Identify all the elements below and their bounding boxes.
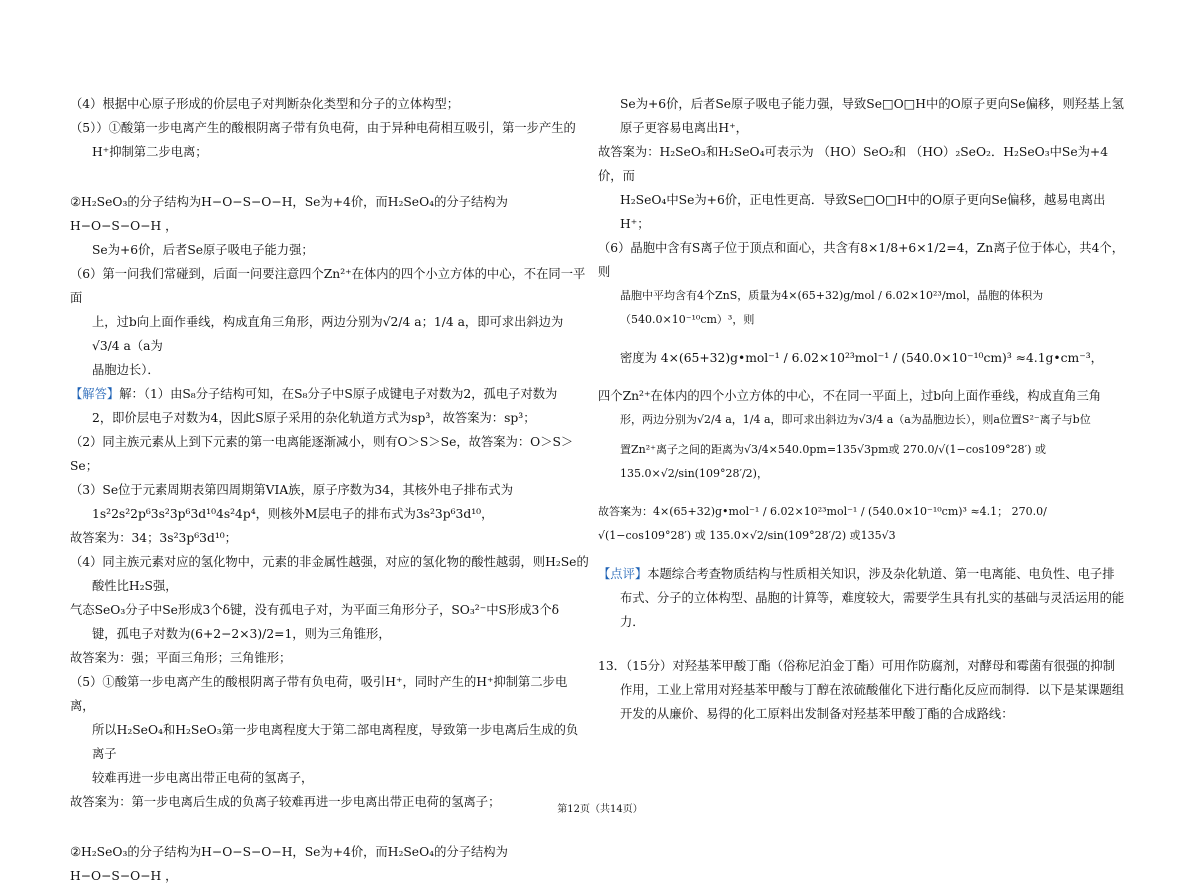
text-line: H₂SeO₄中Se为+6价，正电性更高．导致Se□O□H中的O原子更向Se偏移，越易电离出 [620, 193, 1106, 207]
right-column [598, 92, 1128, 726]
text-line: H⁺； [620, 217, 650, 231]
text-line: 布式、分子的立体构型、晶胞的计算等，难度较大，需要学生具有扎实的基础与灵活运用的能 [620, 591, 1125, 605]
text-line: （5））①酸第一步电离产生的酸根阴离子带有负电荷，由于异种电荷相互吸引，第一步产生的 [70, 121, 576, 135]
text-line: H⁺抑制第二步电离； [92, 145, 208, 159]
text-line: 解：（1）由S₈分子结构可知，在S₈分子中S原子成键电子对数为2，孤电子对数为 [119, 387, 558, 401]
text-line: 力． [620, 615, 645, 629]
text-line: 形，两边分别为√2/4 a，1/4 a，即可求出斜边为√3/4 a（a为晶胞边长），则a位置S²⁻离子与b位 [620, 413, 1091, 426]
text-line: 故答案为：第一步电离后生成的负离子较难再进一步电离出带正电荷的氢离子； [70, 795, 501, 809]
text-line: 故答案为：4×(65+32)g•mol⁻¹ / 6.02×10²³mol⁻¹ / (540.0×10⁻¹⁰cm)³ ≈4.1； 270.0/√(1−cos109°28′) 或 135.0×√2/sin(109°28′/2) 或135√3 [598, 505, 1047, 542]
answer-tag: 【解答】 [70, 387, 120, 401]
text-line: （3）Se位于元素周期表第四周期第VIA族，原子序数为34，其核外电子排布式为 [70, 483, 513, 497]
text-line: 2，即价层电子对数为4，因此S原子采用的杂化轨道方式为sp³，故答案为：sp³； [92, 411, 536, 425]
text-line: 上，过b向上面作垂线，构成直角三角形，两边分别为√2/4 a；1/4 a，即可求出斜边为√3/4 a（a为 [92, 315, 564, 353]
text-line: 故答案为：强；平面三角形；三角锥形； [70, 651, 292, 665]
text-line: 晶胞中平均含有4个ZnS，质量为4×(65+32)g/mol / 6.02×10²³/mol，晶胞的体积为（540.0×10⁻¹⁰cm）³，则 [620, 289, 1044, 326]
text-line: （2）同主族元素从上到下元素的第一电离能逐渐减小，则有O＞S＞Se，故答案为：O＞S＞Se； [70, 435, 574, 473]
text-line: ②H₂SeO₃的分子结构为H−O−S−O−H，Se为+4价，而H₂SeO₄的分子结构为 H−O−S−O−H ， [70, 845, 508, 883]
text-line: 酸性比H₂S强， [92, 579, 178, 593]
text-line: 较难再进一步电离出带正电荷的氢离子， [92, 771, 314, 785]
text-line: 故答案为：H₂SeO₃和H₂SeO₄可表示为 （HO）SeO₂和 （HO）₂SeO₂．H₂SeO₃中Se为+4价，而 [598, 145, 1109, 183]
text-line: （4）根据中心原子形成的价层电子对判断杂化类型和分子的立体构型； [70, 97, 460, 111]
text-line: 置Zn²⁺离子之间的距离为√3/4×540.0pm=135√3pm或 270.0/√(1−cos109°28′) 或 135.0×√2/sin(109°28′/2)， [620, 443, 1046, 480]
text-line: 故答案为：34；3s²3p⁶3d¹⁰； [70, 531, 237, 545]
text-line: 键，孤电子对数为(6+2−2×3)/2=1，则为三角锥形， [92, 627, 391, 641]
text-line: （4）同主族元素对应的氢化物中，元素的非金属性越强，对应的氢化物的酸性越弱，则H₂Se的 [70, 555, 589, 569]
text-line: 四个Zn²⁺在体内的四个小立方体的中心，不在同一平面上，过b向上面作垂线，构成直角三角 [598, 389, 1102, 403]
text-line: Se为+6价，后者Se原子吸电子能力强； [92, 243, 314, 257]
text-line: 开发的从廉价、易得的化工原料出发制备对羟基苯甲酸丁酯的合成路线： [620, 707, 1014, 721]
text-line: 原子更容易电离出H⁺， [620, 121, 748, 135]
text-line: 密度为 4×(65+32)g•mol⁻¹ / 6.02×10²³mol⁻¹ / (540.0×10⁻¹⁰cm)³ ≈4.1g•cm⁻³， [620, 351, 1103, 365]
text-line: 1s²2s²2p⁶3s²3p⁶3d¹⁰4s²4p⁴，则核外M层电子的排布式为3s²3p⁶3d¹⁰， [92, 507, 494, 521]
text-line: 气态SeO₃分子中Se形成3个δ键，没有孤电子对，为平面三角形分子，SO₃²⁻中S形成3个δ [70, 603, 560, 617]
text-line: 本题综合考查物质结构与性质相关知识，涉及杂化轨道、第一电离能、电负性、电子排 [647, 567, 1115, 581]
text-line: （6）晶胞中含有S离子位于顶点和面心，共含有8×1/8+6×1/2=4，Zn离子位于体心，共4个，则 [598, 241, 1125, 279]
left-column [70, 92, 590, 888]
text-line: 作用，工业上常用对羟基苯甲酸与丁醇在浓硫酸催化下进行酯化反应而制得．以下是某课题组 [620, 683, 1125, 697]
text-line: 13．（15分）对羟基苯甲酸丁酯（俗称尼泊金丁酯）可用作防腐剂，对酵母和霉菌有很强的抑制 [598, 659, 1116, 673]
text-line: 晶胞边长）． [92, 363, 160, 377]
text-line: Se为+6价，后者Se原子吸电子能力强，导致Se□O□H中的O原子更向Se偏移，则羟基上氢 [620, 97, 1124, 111]
comment-tag: 【点评】 [598, 567, 648, 581]
text-line: （5）①酸第一步电离产生的酸根阴离子带有负电荷，吸引H⁺，同时产生的H⁺抑制第二步电离， [70, 675, 568, 713]
text-line: （6）第一问我们常碰到，后面一问要注意四个Zn²⁺在体内的四个小立方体的中心，不在同一平面 [70, 267, 586, 305]
text-line: ②H₂SeO₃的分子结构为H−O−S−O−H，Se为+4价，而H₂SeO₄的分子结构为 H−O−S−O−H ， [70, 195, 508, 233]
page-footer: 第12页（共14页） [557, 804, 643, 815]
text-line: 所以H₂SeO₄和H₂SeO₃第一步电离程度大于第二部电离程度，导致第一步电离后生成的负离子 [92, 723, 579, 761]
